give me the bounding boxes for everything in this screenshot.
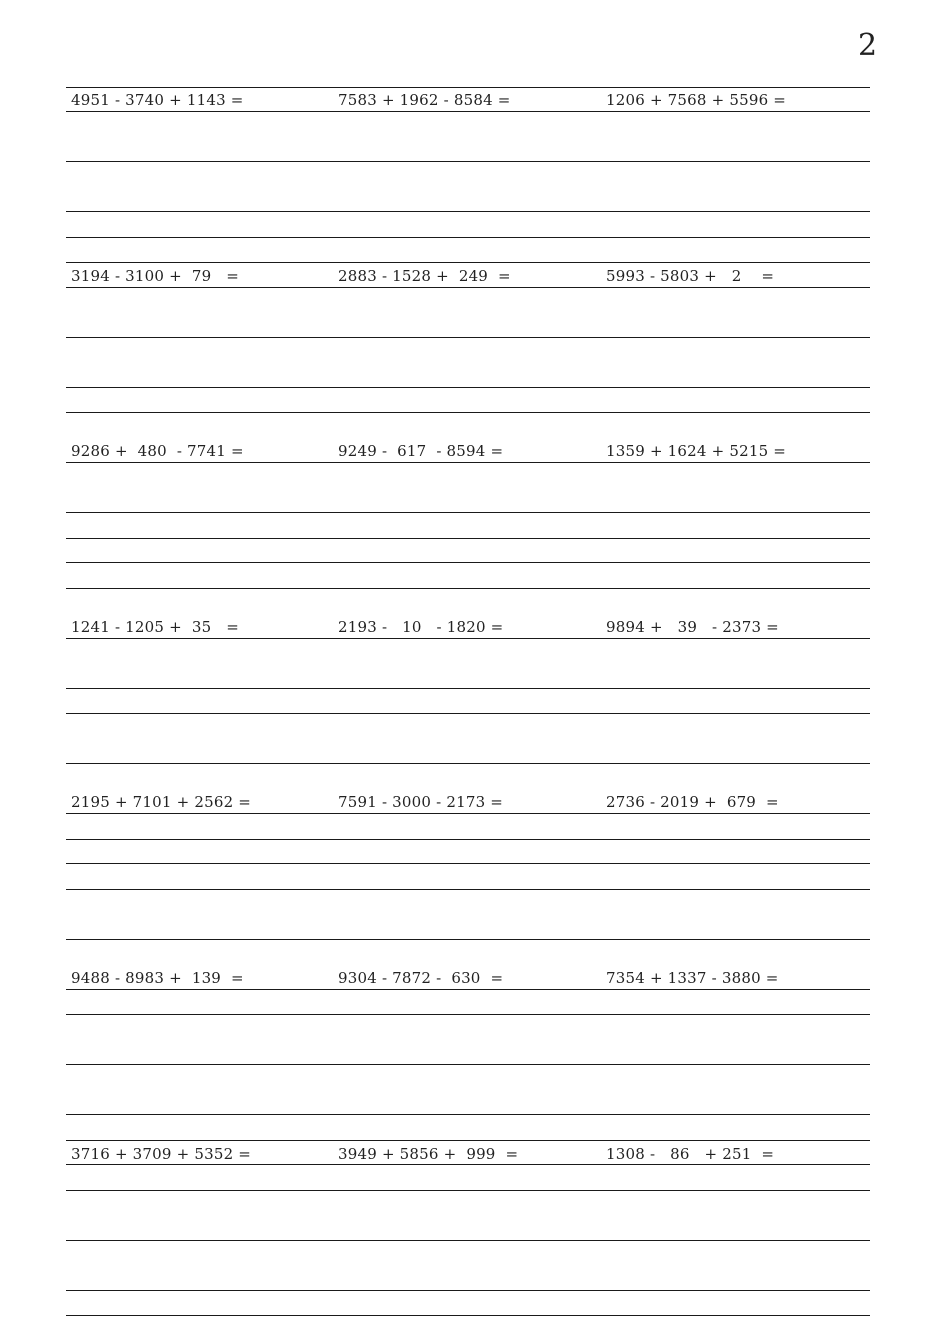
- rule-line: [66, 1140, 870, 1141]
- rule-line: [66, 387, 870, 388]
- rule-line: [66, 337, 870, 338]
- math-problem: 9304 - 7872 - 630 =: [338, 969, 504, 987]
- math-problem: 1359 + 1624 + 5215 =: [606, 442, 787, 460]
- rule-line: [66, 763, 870, 764]
- rule-line: [66, 889, 870, 890]
- rule-line: [66, 989, 870, 990]
- rule-line: [66, 462, 870, 463]
- rule-line: [66, 863, 870, 864]
- math-problem: 9894 + 39 - 2373 =: [606, 618, 779, 636]
- math-problem: 3716 + 3709 + 5352 =: [71, 1145, 252, 1163]
- rule-line: [66, 1290, 870, 1291]
- math-problem: 2883 - 1528 + 249 =: [338, 267, 511, 285]
- rule-line: [66, 262, 870, 263]
- rule-line: [66, 512, 870, 513]
- math-problem: 7591 - 3000 - 2173 =: [338, 793, 504, 811]
- rule-line: [66, 813, 870, 814]
- rule-line: [66, 588, 870, 589]
- math-problem: 2736 - 2019 + 679 =: [606, 793, 779, 811]
- math-problem: 4951 - 3740 + 1143 =: [71, 91, 244, 109]
- rule-line: [66, 1064, 870, 1065]
- rule-line: [66, 1240, 870, 1241]
- rule-line: [66, 562, 870, 563]
- math-problem: 9286 + 480 - 7741 =: [71, 442, 244, 460]
- rule-line: [66, 111, 870, 112]
- rule-line: [66, 1190, 870, 1191]
- rule-line: [66, 237, 870, 238]
- rule-line: [66, 638, 870, 639]
- rule-line: [66, 839, 870, 840]
- rule-line: [66, 1114, 870, 1115]
- rule-line: [66, 87, 870, 88]
- math-problem: 2193 - 10 - 1820 =: [338, 618, 504, 636]
- rule-line: [66, 211, 870, 212]
- math-problem: 9488 - 8983 + 139 =: [71, 969, 244, 987]
- rule-line: [66, 1315, 870, 1316]
- rule-line: [66, 713, 870, 714]
- math-problem: 3194 - 3100 + 79 =: [71, 267, 239, 285]
- rule-line: [66, 538, 870, 539]
- math-problem: 3949 + 5856 + 999 =: [338, 1145, 519, 1163]
- page-number: 2: [858, 28, 878, 63]
- math-problem: 7583 + 1962 - 8584 =: [338, 91, 511, 109]
- rule-line: [66, 688, 870, 689]
- math-problem: 1241 - 1205 + 35 =: [71, 618, 239, 636]
- rule-line: [66, 1014, 870, 1015]
- math-problem: 2195 + 7101 + 2562 =: [71, 793, 252, 811]
- rule-line: [66, 1164, 870, 1165]
- worksheet: [66, 0, 870, 1344]
- rule-line: [66, 287, 870, 288]
- rule-line: [66, 939, 870, 940]
- rule-line: [66, 412, 870, 413]
- rule-line: [66, 161, 870, 162]
- math-problem: 1308 - 86 + 251 =: [606, 1145, 775, 1163]
- math-problem: 9249 - 617 - 8594 =: [338, 442, 504, 460]
- math-problem: 5993 - 5803 + 2 =: [606, 267, 775, 285]
- math-problem: 1206 + 7568 + 5596 =: [606, 91, 787, 109]
- math-problem: 7354 + 1337 - 3880 =: [606, 969, 779, 987]
